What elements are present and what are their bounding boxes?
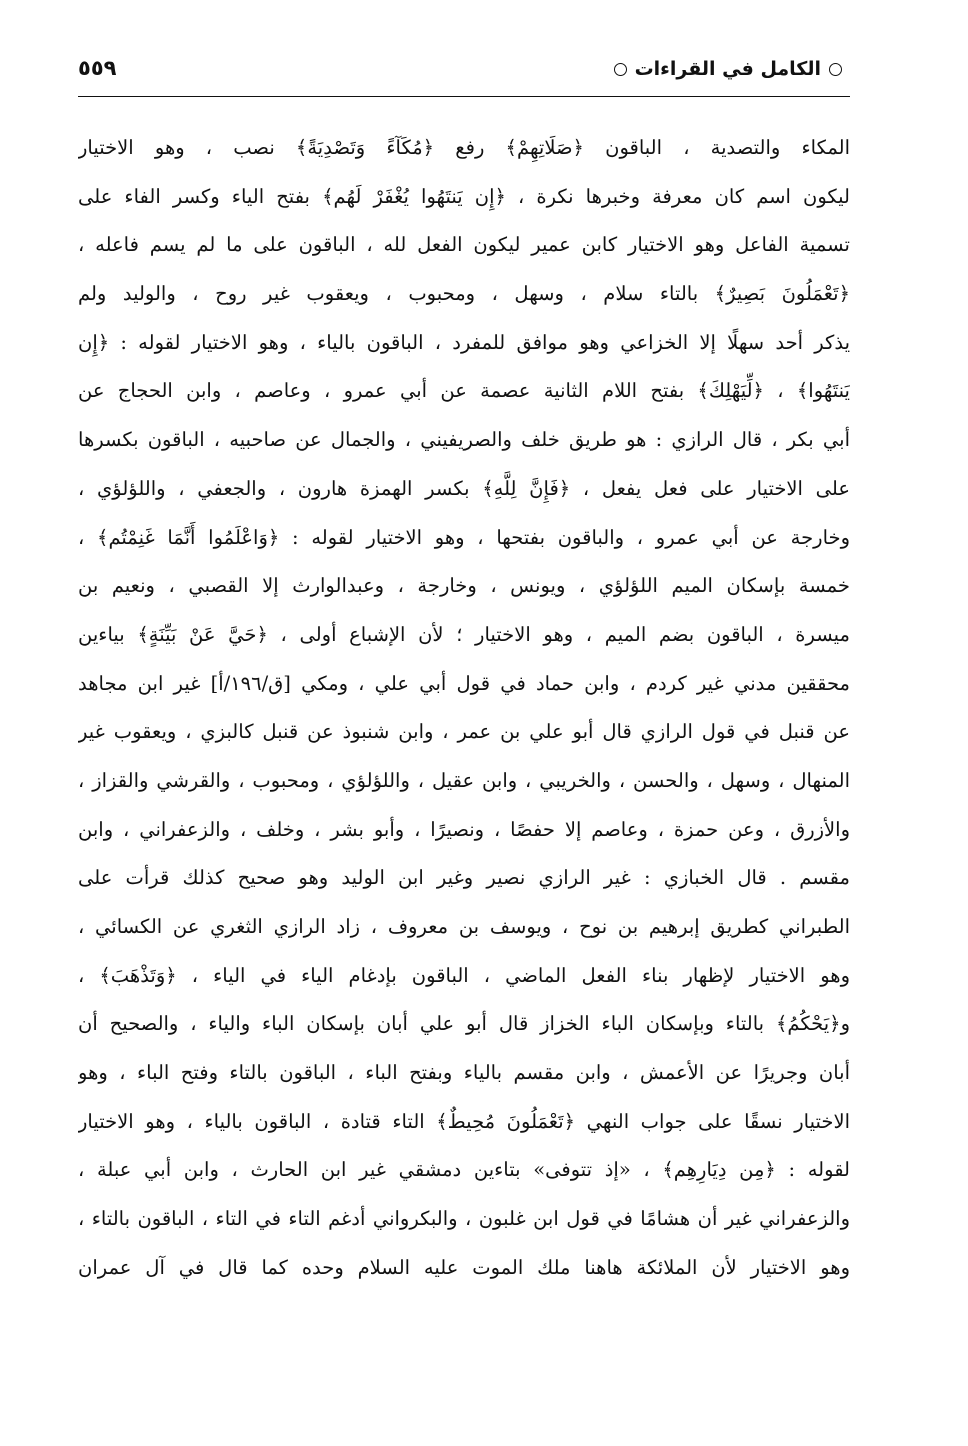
text-line: أبان وجريرًا عن الأعمش ، وابن مقسم بالياء وبفتح الباء ، الباقون بالتاء وفتح الباء ، وهو [78,1061,850,1085]
text-line: تسمية الفاعل وهو الاختيار كابن عمير ليكون الفعل لله ، الباقون على ما لم يسم فاعله ، [78,233,850,257]
text-line: على الاختيار على فعل يفعل ، ﴿فَإِنَّ لِلَّهِ﴾ بكسر الهمزة هارون ، والجعفي ، واللؤلؤي ، [78,476,850,500]
text-line: والأزرق ، وعن حمزة ، وعاصم إلا حفصًا ، ونصيرًا ، وأبو بشر ، وخلف ، والزعفراني ، وابن [78,817,850,841]
text-line: والزعفراني غير أن هشامًا في قول ابن غلبون ، والبكرواني أدغم التاء في التاء ، الباقون بالتاء ، [78,1207,850,1231]
text-line: الطبراني كطريق إبرهيم بن نوح ، ويوسف بن معروف ، زاد الرازي الثغري عن الكسائي ، [78,915,850,938]
text-line: وهو الاختيار لإظهار بناء الفعل الماضي ، الباقون بإدغام الياء في الياء ، ﴿وَتَذْهَبَ﴾ ، [78,963,850,987]
text-line: وخارجة عن أبي عمرو ، والباقون بفتحها ، وهو الاختيار لقوله : ﴿وَاعْلَمُوا أَنَّمَا غَنِمْتُم﴾ ، [78,525,850,549]
page-header [78,52,850,94]
text-line: مقسم . قال الخبازي : غير الرازي نصير وغير ابن الوليد وهو صحيح كذلك قرأت على [78,866,850,890]
text-line: المنهال ، وسهل ، والحسن ، والخريبي ، وابن عقيل ، واللؤلؤي ، ومحبوب ، والقرشي والقزاز ، [78,768,850,792]
header-rule [78,96,850,97]
text-line: يذكر أحد سهلًا إلا الخزاعي وهو موافق للمفرد ، الباقون بالياء ، وهو الاختيار لقوله : ﴿إِن [78,330,850,354]
text-line: خمسة بإسكان الميم اللؤلؤي ، ويونس ، وخارجة ، وعبدالوارث إلا القصبي ، ونعيم بن [78,574,850,598]
page-number: ٥٥٩ [78,56,117,80]
running-title-text: الكامل في القراءات [634,58,821,80]
circle-ornament-icon [829,63,842,76]
running-title [606,58,850,80]
text-line: لقوله : ﴿مِن دِيَارِهِم﴾ ، «إذ تتوفى» بتاءين دمشقي غير ابن الحارث ، وابن أبي عبلة ، [78,1158,850,1182]
text-line: ميسرة ، الباقون بضم الميم ، وهو الاختيار ؛ لأن الإشباع أولى ، ﴿حَيَّ عَنْ بَيِّنَةٍ﴾ بياءين [78,622,850,646]
text-line: عن قنبل في قول الرازي قال أبو علي بن عمر ، وابن شنبوذ عن قنبل كالبزي ، ويعقوب غير [78,720,850,744]
text-line: ليكون اسم كان معرفة وخبرها نكرة ، ﴿إِن يَنتَهُوا يُغْفَرْ لَهُم﴾ بفتح الياء وكسر الفاء على [78,184,850,208]
text-line: المكاء والتصدية ، الباقون ﴿صَلَاتِهِمْ﴾ رفع ﴿مُكَآءً وَتَصْدِيَةً﴾ نصب ، وهو الاختيار [78,136,850,159]
text-line: أبي بكر ، قال الرازي : هو طريق خلف والصريفيني ، والجمال عن صاحبيه ، الباقون بكسرها [78,428,850,452]
text-line: وهو الاختيار لأن الملائكة هاهنا ملك الموت عليه السلام وحده كما قال في آل عمران [78,1255,850,1279]
text-line: و﴿يَحْكُمُ﴾ بالتاء وبإسكان الباء الخزاز قال أبو علي أبان بإسكان الباء والياء ، والصحيح أن [78,1012,850,1036]
text-line: الاختيار نسقًا على جواب النهي ﴿تَعْمَلُونَ مُحِيطٌ﴾ التاء قتادة ، الباقون بالياء ، وهو الاختيار [78,1109,850,1133]
body-text [78,124,850,1293]
text-line: يَنتَهُوا﴾ ، ﴿لِّيَهْلِكَ﴾ بفتح اللام الثانية عصمة عن أبي عمرو ، وعاصم ، وابن الحجاج عن [78,379,850,403]
text-line: محققين مدني غير كردم ، وابن حماد في قول أبي علي ، ومكي [ق/١٩٦/أ] غير ابن مجاهد [78,671,850,695]
circle-ornament-icon [614,63,627,76]
text-line: ﴿تَعْمَلُونَ بَصِيرٌ﴾ بالتاء سلام ، وسهل ، ومحبوب ، ويعقوب غير روح ، والوليد ولم [78,282,850,306]
